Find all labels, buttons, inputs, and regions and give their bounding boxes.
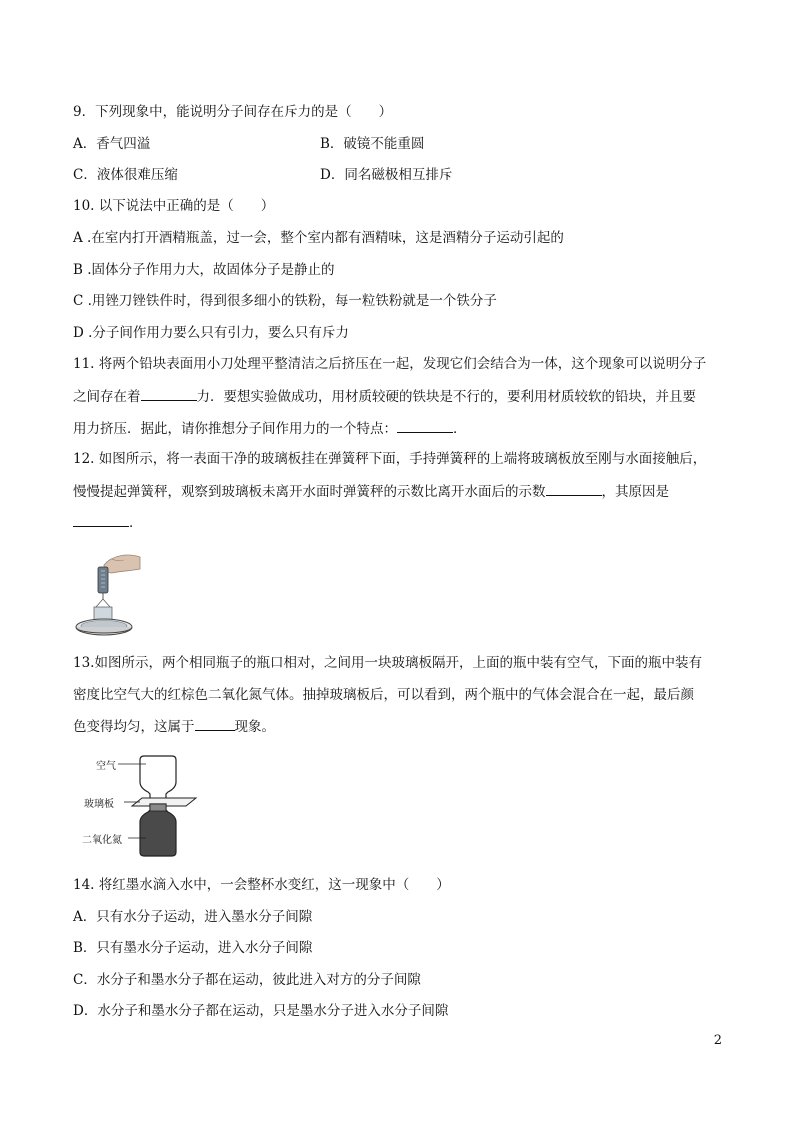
q12-text-2b: ，其原因是 bbox=[601, 484, 669, 500]
q11-text-3b: ． bbox=[453, 421, 467, 437]
label-no2: 二氧化氮 bbox=[82, 835, 122, 846]
gas-diffusion-figure bbox=[84, 748, 204, 864]
q11-blank-2[interactable] bbox=[397, 419, 453, 433]
q14-option-a: A．只有水分子运动，进入墨水分子间隙 bbox=[73, 909, 313, 925]
q9-option-b: B．破镜不能重圆 bbox=[320, 136, 425, 152]
spring-scale-figure bbox=[74, 551, 142, 639]
q9-option-c: C．液体很难压缩 bbox=[73, 167, 178, 183]
q13-text-3a: 色变得均匀，这属于 bbox=[73, 719, 195, 735]
q14-stem: 14. 将红墨水滴入水中，一会整杯水变红，这一现象中（ ） bbox=[73, 877, 450, 893]
q14-option-b: B．只有墨水分子运动，进入水分子间隙 bbox=[73, 940, 313, 956]
q13-text-3b: 现象。 bbox=[234, 719, 275, 735]
q11-text-2a: 之间存在着 bbox=[73, 389, 141, 405]
q10-stem: 10. 以下说法中正确的是（ ） bbox=[73, 198, 275, 214]
q14-option-d: D．水分子和墨水分子都在运动，只是墨水分子进入水分子间隙 bbox=[73, 1003, 449, 1019]
q12-line3 bbox=[73, 513, 725, 532]
q12-text-2a: 慢慢提起弹簧秤，观察到玻璃板未离开水面时弹簧秤的示数比离开水面后的示数 bbox=[73, 484, 546, 500]
q10-option-d: D .分子间作用力要么只有引力，要么只有斥力 bbox=[73, 325, 349, 341]
q9-stem: 9．下列现象中，能说明分子间存在斥力的是（ ） bbox=[73, 104, 393, 120]
q13-blank-1[interactable] bbox=[195, 717, 235, 731]
label-glass-plate: 玻璃板 bbox=[84, 799, 114, 810]
q12-text-3b: ． bbox=[129, 515, 143, 531]
q13-line1: 13.如图所示，两个相同瓶子的瓶口相对，之间用一块玻璃板隔开，上面的瓶中装有空气，下面的瓶中装有 bbox=[73, 655, 702, 671]
q12-line1: 12. 如图所示，将一表面干净的玻璃板挂在弹簧秤下面，手持弹簧秤的上端将玻璃板放至刚与水面接触后， bbox=[73, 451, 707, 467]
q9-option-a: A．香气四溢 bbox=[73, 136, 151, 152]
q11-text-2b: 力．要想实验做成功，用材质较硬的铁块是不行的，要利用材质较软的铅块，并且要 bbox=[196, 389, 696, 405]
q12-blank-2[interactable] bbox=[73, 513, 129, 527]
q11-blank-1[interactable] bbox=[141, 387, 197, 401]
q9-option-d: D．同名磁极相互排斥 bbox=[320, 167, 453, 183]
q12-blank-1[interactable] bbox=[546, 482, 602, 496]
q13-line2: 密度比空气大的红棕色二氧化氮气体。抽掉玻璃板后，可以看到，两个瓶中的气体会混合在一起，最后颜 bbox=[73, 687, 694, 703]
page-number: 2 bbox=[713, 1033, 722, 1048]
q10-option-b: B .固体分子作用力大，故固体分子是静止的 bbox=[73, 262, 335, 278]
label-air: 空气 bbox=[96, 761, 116, 772]
q11-line2 bbox=[73, 387, 725, 406]
q10-option-a: A .在室内打开酒精瓶盖，过一会，整个室内都有酒精味，这是酒精分子运动引起的 bbox=[73, 230, 564, 246]
q11-line1: 11. 将两个铅块表面用小刀处理平整清洁之后挤压在一起，发现它们会结合为一体，这个现象可以说明分子 bbox=[73, 356, 707, 372]
q14-option-c: C．水分子和墨水分子都在运动，彼此进入对方的分子间隙 bbox=[73, 972, 421, 988]
q10-option-c: C .用锉刀锉铁件时，得到很多细小的铁粉，每一粒铁粉就是一个铁分子 bbox=[73, 293, 497, 309]
q12-line2 bbox=[73, 482, 725, 501]
q11-line3 bbox=[73, 419, 725, 438]
q11-text-3a: 用力挤压．据此，请你推想分子间作用力的一个特点： bbox=[73, 421, 397, 437]
q13-line3 bbox=[73, 717, 725, 736]
